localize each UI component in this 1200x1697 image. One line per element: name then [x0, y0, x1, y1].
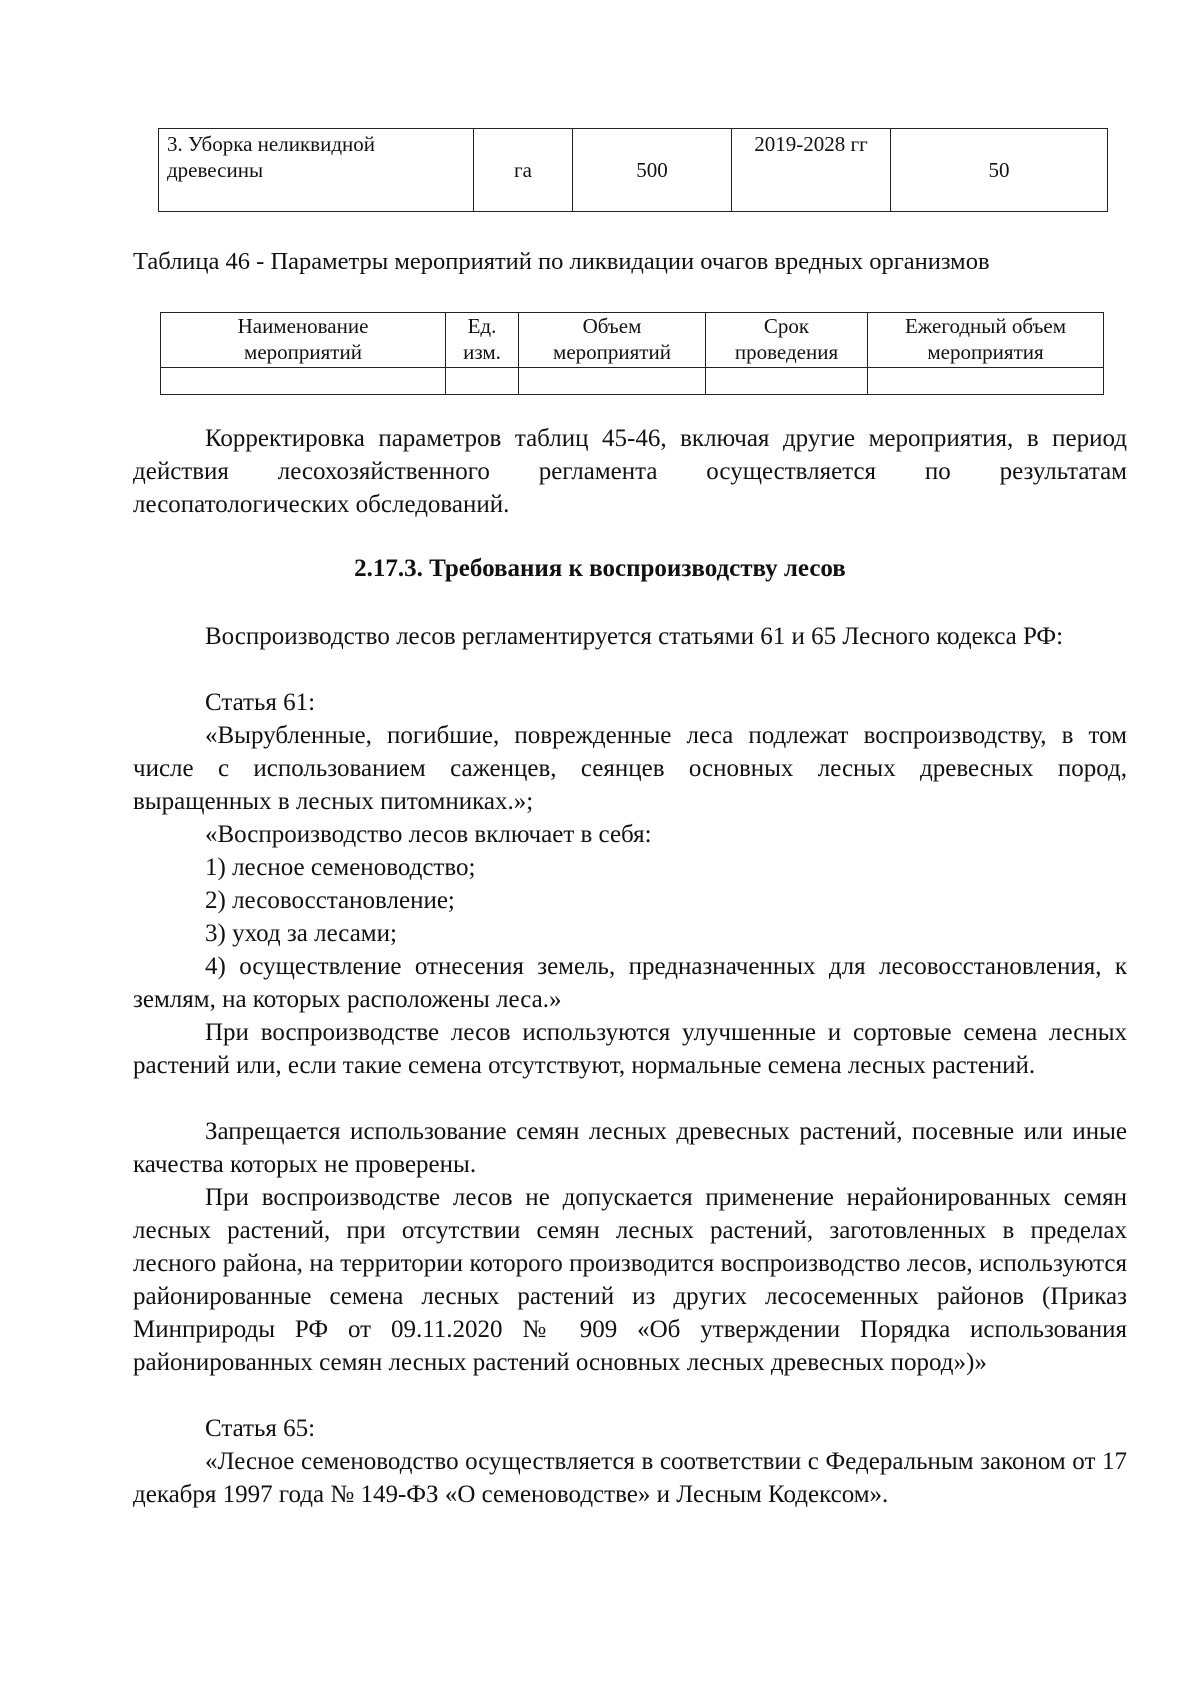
table-cell-annual: 50: [891, 129, 1108, 212]
quote-reproduction-intro: «Воспроизводство лесов включает в себя:: [205, 821, 652, 848]
header-cell: Ежегодный объем мероприятия: [868, 313, 1104, 368]
seeds-paragraph: При воспроизводстве лесов используются улучшенные и сортовые семена лесных растений или, если такие семена отсутствуют, нормальные семена лесных растений.: [133, 1019, 1127, 1079]
forbid-paragraph: Запрещается использование семян лесных древесных растений, посевные или иные качества которых не проверены.: [133, 1118, 1127, 1178]
cell-text: 3. Уборка неликвидной: [167, 132, 375, 156]
intro-paragraph: Воспроизводство лесов регламентируется статьями 61 и 65 Лесного кодекса РФ:: [205, 623, 1064, 650]
zoned-seeds-paragraph: При воспроизводстве лесов не допускается применение нерайонированных семян лесных растений, при отсутствии семян лесных растений, заготовленных в пределах лесного района, на территории которого производится воспроизводство лесов, используются районированные семена лесных растений из других лесосеменных районов (Приказ Минприроды РФ от 09.11.2020 № 909 «Об утверждении Порядка использования районированных семян лесных растений основных лесных древесных пород»)»: [133, 1184, 1127, 1376]
list-item-1: 1) лесное семеноводство;: [205, 854, 476, 881]
table-cell-volume: 500: [573, 129, 732, 212]
section-title: 2.17.3. Требования к воспроизводству лесов: [354, 555, 846, 582]
quote-61-paragraph: «Вырубленные, погибшие, поврежденные леса подлежат воспроизводству, в том числе с использованием саженцев, сеянцев основных лесных древесных пород, выращенных в лесных питомниках.»;: [133, 722, 1127, 815]
header-cell: Срок проведения: [706, 313, 868, 368]
article-65-label: Статья 65:: [205, 1415, 316, 1442]
header-cell: Наименование мероприятий: [161, 313, 446, 368]
table-cell-unit: га: [474, 129, 573, 212]
table-header-row: [161, 313, 1104, 368]
table-46-caption: Таблица 46 - Параметры мероприятий по ликвидации очагов вредных организмов: [133, 248, 990, 275]
list-item-2: 2) лесовосстановление;: [205, 887, 455, 914]
table-row-empty: [161, 368, 1104, 395]
list-item-4: 4) осуществление отнесения земель, предназначенных для лесовосстановления, к землям, на которых расположены леса.»: [133, 953, 1127, 1013]
correction-paragraph: Корректировка параметров таблиц 45-46, включая другие мероприятия, в период действия лесохозяйственного регламента осуществляется по результатам лесопатологических обследований.: [133, 425, 1127, 518]
list-item-3: 3) уход за лесами;: [205, 920, 397, 947]
header-cell: Ед. изм.: [446, 313, 519, 368]
cell-text: древесины: [167, 158, 264, 182]
table-cell-term: 2019-2028 гг: [732, 129, 891, 212]
quote-65-paragraph: «Лесное семеноводство осуществляется в соответствии с Федеральным законом от 17 декабря 1997 года № 149-ФЗ «О семеноводстве» и Лесным Кодексом».: [133, 1448, 1127, 1508]
table-46: [160, 312, 1104, 395]
header-cell: Объем мероприятий: [519, 313, 706, 368]
table-45-fragment: [158, 128, 1108, 212]
table-row: [159, 129, 1108, 212]
article-61-label: Статья 61:: [205, 689, 316, 716]
table-cell-name: [159, 129, 474, 212]
